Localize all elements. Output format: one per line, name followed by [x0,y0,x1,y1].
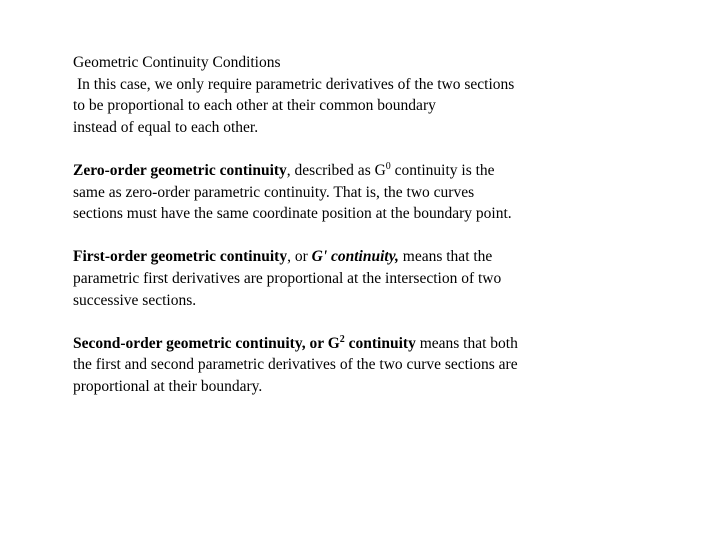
zero-order-text-a: , described as G [286,161,386,179]
slide-content [73,52,613,398]
intro-line-1: In this case, we only require parametric derivatives of the two sections [77,75,515,93]
first-order-text-b: means that the [398,248,493,266]
second-order-line-3: proportional at their boundary. [73,377,263,395]
zero-order-line-3: sections must have the same coordinate position at the boundary point. [73,205,512,223]
spacer [73,225,613,247]
first-order-text-a: , or [287,248,312,266]
zero-order-term: Zero-order geometric continuity [73,161,287,179]
spacer [73,311,613,333]
second-order-block [73,333,613,398]
zero-order-line-2: same as zero-order parametric continuity. That is, the two curves [73,183,475,201]
second-order-term-b: continuity [344,334,416,352]
title-block [73,52,613,138]
first-order-term-2: G' continuity, [311,248,399,266]
intro-line-3: instead of equal to each other. [73,118,259,136]
zero-order-text-b: continuity is the [390,161,495,179]
second-order-superscript: 2 [339,333,345,345]
intro-line-2: to be proportional to each other at their common boundary [73,97,436,115]
slide-title: Geometric Continuity Conditions [73,54,281,71]
spacer [73,138,613,160]
zero-order-line-1 [73,160,613,182]
second-order-text-b: means that both [415,334,518,352]
first-order-term: First-order geometric continuity [73,248,288,266]
zero-order-superscript: 0 [385,160,391,172]
first-order-block [73,246,613,311]
second-order-term: Second-order geometric continuity, or G [73,334,340,352]
second-order-line-2: the first and second parametric derivatives of the two curve sections are [73,356,518,374]
zero-order-block [73,160,613,225]
first-order-line-1 [73,246,613,268]
first-order-line-2: parametric first derivatives are proportional at the intersection of two [73,269,502,287]
second-order-line-1 [73,333,613,355]
first-order-line-3: successive sections. [73,291,197,309]
